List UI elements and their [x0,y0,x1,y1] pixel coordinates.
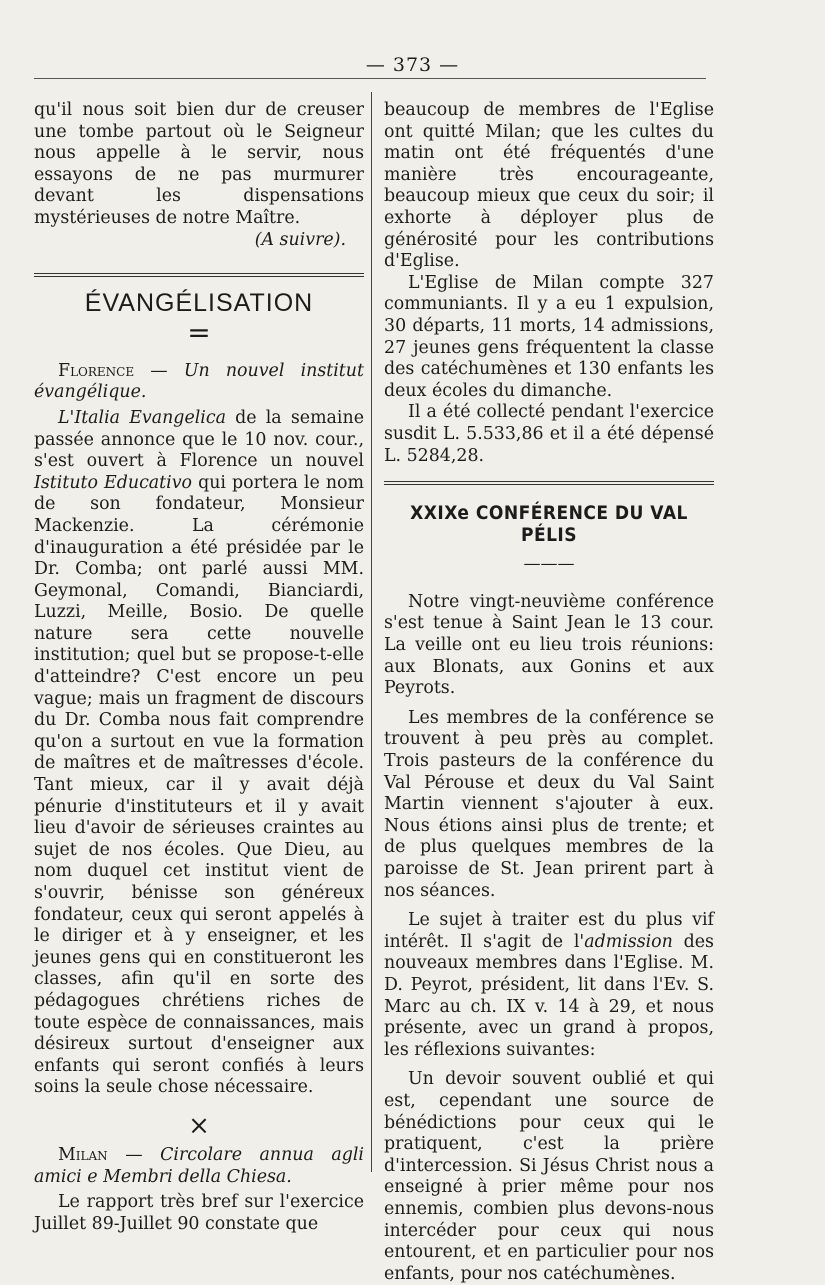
page-number: — 373 — [365,54,460,76]
conference-paragraph-3 [384,910,714,1061]
p3-text-b: des nouveaux membres dans l'Eglise. M. D. Peyrot, président, lit dans l'Ev. S. Marc au ch. IX v. 14 à 29, et nous présente, avec un grand à propos, les réflexions suivantes: [384,931,714,1060]
milan-stats-paragraph: L'Eglise de Milan compte 327 communiants. Il y a eu 1 expulsion, 30 départs, 11 morts, 14 admissions, 27 jeunes gens fréquentent la classe des catéchumènes et 130 enfants les deux écoles du dimanche. [384,272,714,401]
conference-paragraph-4: Un devoir souvent oublié et qui est, cependant une source de bénédictions pour ceux qui le pratiquent, c'est la prière d'intercession. Si Jésus Christ nous a enseigné à prier même pour nos ennemis, combien plus devons-nous intercéder pour ceux qui nous entourent, et en particulier pour nos enfants, pour nos catéchumènes. [384,1069,714,1284]
conference-paragraph-1: Notre vingt-neuvième conférence s'est tenue à Saint Jean le 13 cour. La veille ont eu lieu trois réunions: aux Blonats, aux Gonins et aux Peyrots. [384,591,714,699]
section-title: ÉVANGÉLISATION [84,289,314,318]
florence-text-a: de la semaine passée annonce que le 10 nov. cour., s'est ouvert à Florence un nouvel [34,407,364,472]
conference-double-rule [384,481,714,485]
florence-institute: Istituto Educativo [34,472,193,493]
conference-paragraph-2: Les membres de la conférence se trouvent à peu près au complet. Trois pasteurs de la conférence du Val Pérouse et deux du Val Saint Martin viennent s'ajouter à eux. Nous étions ainsi plus de trente; et de plus quelques membres de la paroisse de St. Jean prirent part à nos séances. [384,707,714,901]
section-double-rule [34,273,364,277]
p3-admission: admission [584,931,673,952]
p3-text-a: Le sujet à traiter est du plus vif intérêt. Il s'agit de l' [384,910,714,952]
florence-entry-head [34,361,364,404]
milan-money-paragraph: Il a été collecté pendant l'exercice susdit L. 5.533,86 et il a été dépensé L. 5284,28. [384,402,714,466]
milan-place: Milan [58,1144,108,1165]
milan-paragraph: Le rapport très bref sur l'exercice Juillet 89-Juillet 90 constate que [34,1192,364,1234]
right-column [384,100,714,1285]
florence-dash: — [134,360,184,381]
milan-continued-paragraph: beaucoup de membres de l'Eglise ont quitté Milan; que les cultes du matin ont été fréquentés d'une manière très encourageante, beaucoup mieux que ceux du soir; il exhorte à déployer plus de générosité pour les contributions d'Eglise. [384,100,714,272]
conference-mark: ——— [523,554,575,575]
florence-place: Florence [58,360,135,381]
florence-paragraph [34,408,364,1099]
continuation-paragraph: qu'il nous soit bien dur de creuser une tombe partout où le Seigneur nous appelle à le servir, nous essayons de ne pas murmurer devant les dispensations mystérieuses de notre Maître. [34,100,364,228]
milan-dash: — [107,1144,161,1165]
florence-headline: Un nouvel institut évangélique. [34,360,364,403]
milan-headline: Circolare annua agli amici e Membri della Chiesa. [34,1144,364,1187]
left-column [34,100,364,1235]
florence-journal: L'Italia Evangelica [58,407,226,428]
milan-entry-head [34,1145,364,1188]
header-rule [34,78,706,79]
section-mark: = [187,315,211,349]
conference-title: XXIXe CONFÉRENCE DU VAL PÉLIS [410,502,688,546]
column-divider [371,92,372,1172]
florence-text-b: qui portera le nom de son fondateur, Monsieur Mackenzie. La cérémonie d'inauguration a été présidée par le Dr. Comba; ont parlé aussi MM. Geymonal, Comandi, Bianciardi, Luzzi, Meille, Bosio. De quelle nature sera cette nouvelle institution; quel but se propose-t-elle d'atteindre? C'est encore un peu vague; mais un fragment de discours du Dr. Comba nous fait comprendre qu'on a surtout en vue la formation de maîtres et de maîtresses d'école. Tant mieux, car il y avait déjà pénurie d'instituteurs et il y avait lieu d'avoir de sérieuses craintes au sujet de nos écoles. Que Dieu, au nom duquel cet institut vient de s'ouvrir, bénisse son généreux fondateur, ceux qui seront appelés à le diriger et à y enseigner, et les jeunes gens qui en constitueront les classes, afin qu'il en sorte des pédagogues chrétiens riches de toute espèce de connaissances, mais désireux surtout d'enseigner aux enfants qui seront confiés à leurs soins la seule chose nécessaire. [34,472,364,1098]
to-follow-note: (A suivre). [254,229,346,250]
separator-cross: × [188,1110,210,1141]
